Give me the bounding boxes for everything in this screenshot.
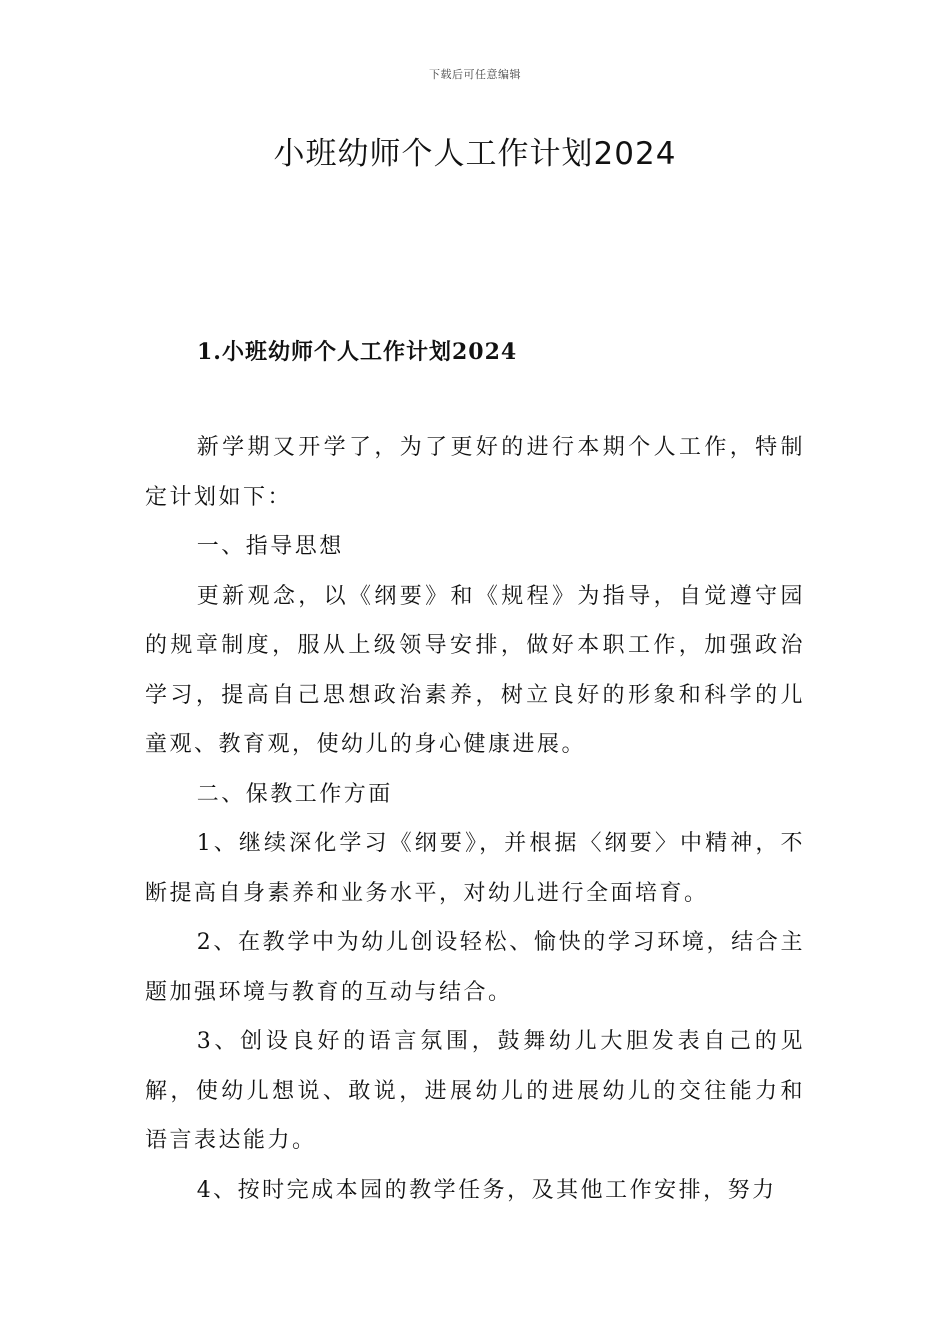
paragraph-guiding-thought: 更新观念，以《纲要》和《规程》为指导，自觉遵守园的规章制度，服从上级领导安排，做好本职工作，加强政治学习，提高自己思想政治素养，树立良好的形象和科学的儿童观、教育观，使幼儿的身心健康进展。: [145, 583, 805, 757]
header-note: 下载后可任意编辑: [429, 68, 521, 81]
body-text: [145, 423, 805, 1215]
heading-teaching-work: 二、保教工作方面: [196, 781, 393, 807]
paragraph-item-3: 3、创设良好的语言氛围，鼓舞幼儿大胆发表自己的见解，使幼儿想说、敢说，进展幼儿的进展幼儿的交往能力和语言表达能力。: [145, 1029, 805, 1153]
document-title: 小班幼师个人工作计划2024: [273, 136, 677, 172]
paragraph-intro: 新学期又开学了，为了更好的进行本期个人工作，特制定计划如下：: [145, 435, 805, 510]
paragraph-item-2: 2、在教学中为幼儿创设轻松、愉快的学习环境，结合主题加强环境与教育的互动与结合。: [145, 930, 805, 1005]
heading-guiding-thought: 一、指导思想: [196, 534, 344, 559]
section-heading: 1.小班幼师个人工作计划2024: [197, 339, 518, 365]
paragraph-item-1: 1、继续深化学习《纲要》，并根据〈纲要〉中精神，不断提高自身素养和业务水平，对幼儿进行全面培育。: [145, 831, 805, 906]
paragraph-item-4: 4、按时完成本园的教学任务，及其他工作安排，努力: [196, 1177, 777, 1203]
